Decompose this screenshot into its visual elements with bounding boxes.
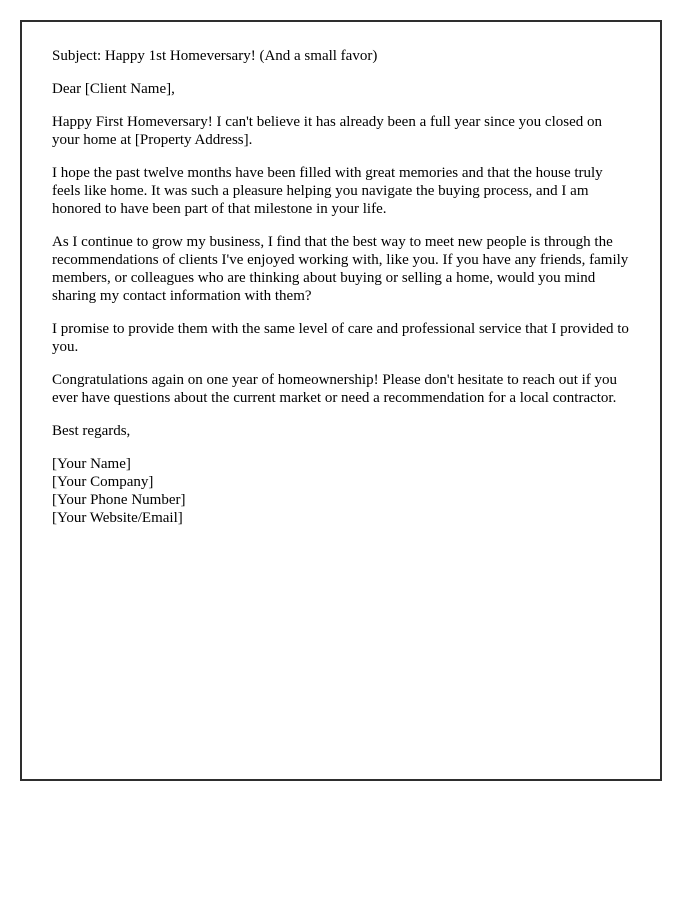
body-paragraph-memories: I hope the past twelve months have been filled with great memories and that the house truly feels like home. It was such a pleasure helping you navigate the buying process, and I am honored to have been part of that milestone in your life.	[52, 165, 603, 217]
body-paragraph-referral-ask: As I continue to grow my business, I find that the best way to meet new people is through the recommendations of clients I've enjoyed working with, like you. If you have any friends, family members, or colleagues who are thinking about buying or selling a home, would you mind sharing my contact information with them?	[52, 234, 629, 304]
closing: Best regards,	[52, 423, 131, 439]
signature-line-name: [Your Name]	[52, 456, 131, 472]
body-paragraph-congratulations: Congratulations again on one year of homeownership! Please don't hesitate to reach out if you ever have questions about the current market or need a recommendation for a local contractor.	[52, 372, 618, 406]
body-paragraph-homeversary: Happy First Homeversary! I can't believe it has already been a full year since you closed on your home at [Property Address].	[52, 114, 603, 148]
signature-block	[52, 455, 630, 527]
signature-line-company: [Your Company]	[52, 474, 154, 490]
subject-line: Subject: Happy 1st Homeversary! (And a small favor)	[52, 48, 378, 64]
signature-line-website-email: [Your Website/Email]	[52, 510, 183, 526]
signature-line-phone: [Your Phone Number]	[52, 492, 186, 508]
salutation: Dear [Client Name],	[52, 81, 175, 97]
letter-document	[20, 20, 662, 781]
body-paragraph-promise: I promise to provide them with the same level of care and professional service that I provided to you.	[52, 321, 629, 355]
